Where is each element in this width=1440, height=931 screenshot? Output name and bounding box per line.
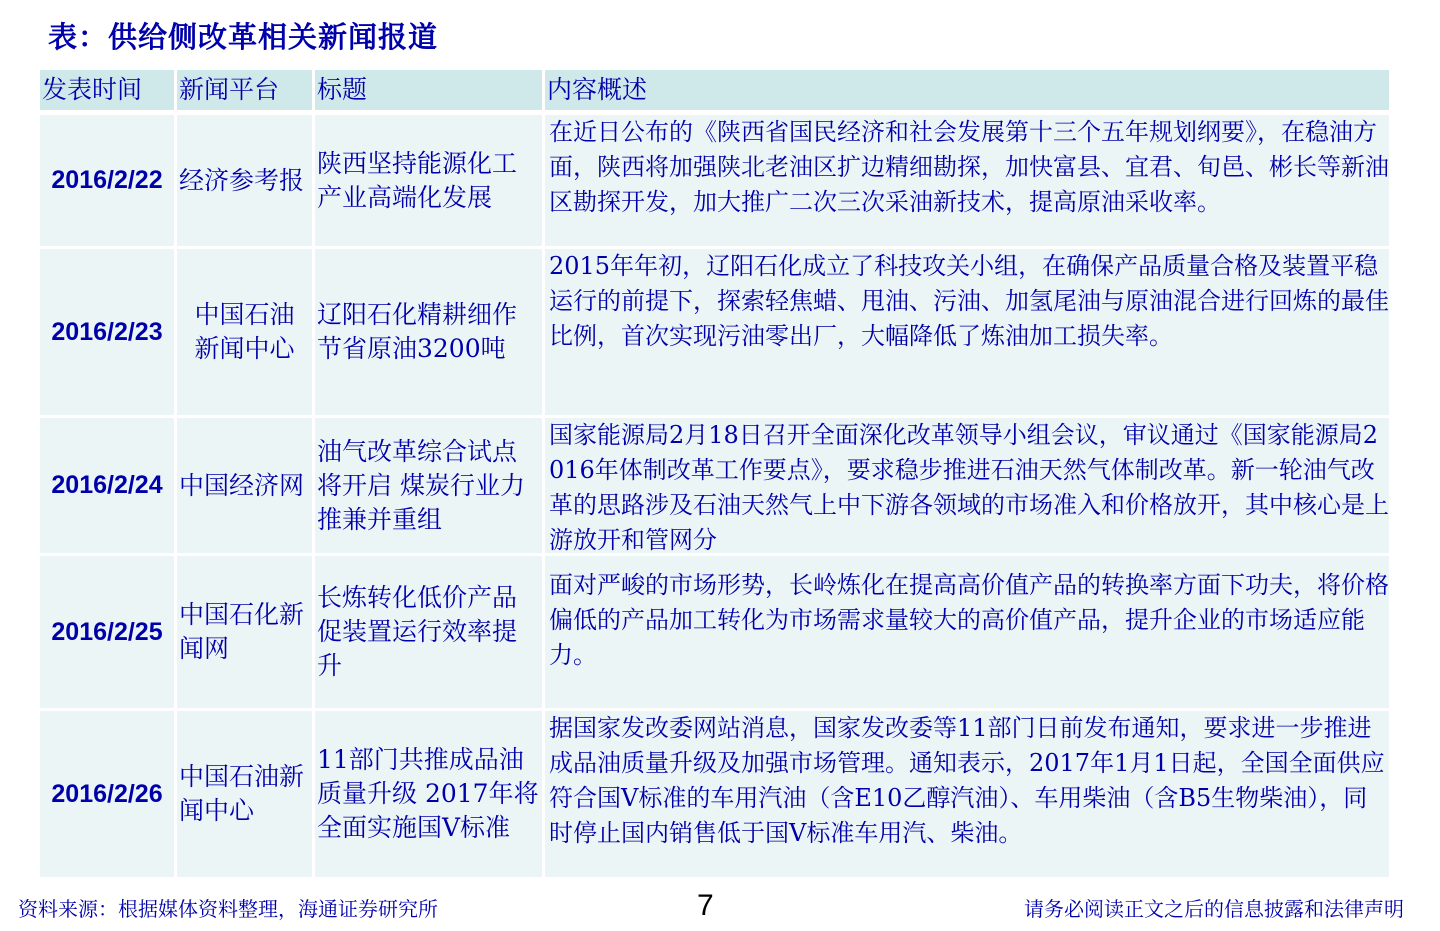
table-row-headline: 长炼转化低价产品促装置运行效率提升 bbox=[315, 556, 542, 708]
table-row-summary: 面对严峻的市场形势，长岭炼化在提高高价值产品的转换率方面下功夫，将价格偏低的产品加工转化为市场需求量较大的高价值产品，提升企业的市场适应能力。 bbox=[545, 556, 1389, 708]
disclaimer-note: 请务必阅读正文之后的信息披露和法律声明 bbox=[1024, 897, 1404, 921]
table-row-date: 2016/2/24 bbox=[40, 418, 174, 553]
table-row-headline: 油气改革综合试点将开启 煤炭行业力推兼并重组 bbox=[315, 418, 542, 553]
page-title: 表：供给侧改革相关新闻报道 bbox=[48, 20, 439, 54]
table-row-date: 2016/2/22 bbox=[40, 115, 174, 246]
column-header-platform: 新闻平台 bbox=[177, 70, 312, 110]
table-row-platform: 经济参考报 bbox=[177, 115, 312, 246]
column-header-date: 发表时间 bbox=[40, 70, 174, 110]
table-row-summary: 国家能源局2月18日召开全面深化改革领导小组会议，审议通过《国家能源局2016年体制改革工作要点》，要求稳步推进石油天然气体制改革。新一轮油气改革的思路涉及石油天然气上中下游各领域的市场准入和价格放开，其中核心是上游放开和管网分 bbox=[545, 418, 1389, 553]
table-row-platform: 中国石油新闻中心 bbox=[177, 249, 312, 415]
table-row-summary: 在近日公布的《陕西省国民经济和社会发展第十三个五年规划纲要》，在稳油方面，陕西将加强陕北老油区扩边精细勘探，加快富县、宜君、旬邑、彬长等新油区勘探开发，加大推广二次三次采油新技术，提高原油采收率。 bbox=[545, 115, 1389, 246]
table-row-headline: 陕西坚持能源化工产业高端化发展 bbox=[315, 115, 542, 246]
page-number: 7 bbox=[697, 889, 714, 922]
table-row-summary: 2015年年初，辽阳石化成立了科技攻关小组，在确保产品质量合格及装置平稳运行的前提下，探索轻焦蜡、甩油、污油、加氢尾油与原油混合进行回炼的最佳比例，首次实现污油零出厂，大幅降低了炼油加工损失率。 bbox=[545, 249, 1389, 415]
table-row-date: 2016/2/25 bbox=[40, 556, 174, 708]
column-header-headline: 标题 bbox=[315, 70, 542, 110]
table-row-platform: 中国经济网 bbox=[177, 418, 312, 553]
source-note: 资料来源：根据媒体资料整理，海通证券研究所 bbox=[18, 897, 438, 921]
table-row-platform: 中国石化新闻网 bbox=[177, 556, 312, 708]
table-row-platform: 中国石油新闻中心 bbox=[177, 711, 312, 877]
column-header-summary: 内容概述 bbox=[545, 70, 1389, 110]
table-row-summary: 据国家发改委网站消息，国家发改委等11部门日前发布通知，要求进一步推进成品油质量升级及加强市场管理。通知表示，2017年1月1日起，全国全面供应符合国Ⅴ标准的车用汽油（含E10乙醇汽油）、车用柴油（含B5生物柴油），同时停止国内销售低于国Ⅴ标准车用汽、柴油。 bbox=[545, 711, 1389, 877]
table-row-headline: 辽阳石化精耕细作节省原油3200吨 bbox=[315, 249, 542, 415]
table-row-headline: 11部门共推成品油质量升级 2017年将全面实施国V标准 bbox=[315, 711, 542, 877]
table-row-date: 2016/2/23 bbox=[40, 249, 174, 415]
news-table bbox=[40, 70, 1389, 877]
table-row-date: 2016/2/26 bbox=[40, 711, 174, 877]
